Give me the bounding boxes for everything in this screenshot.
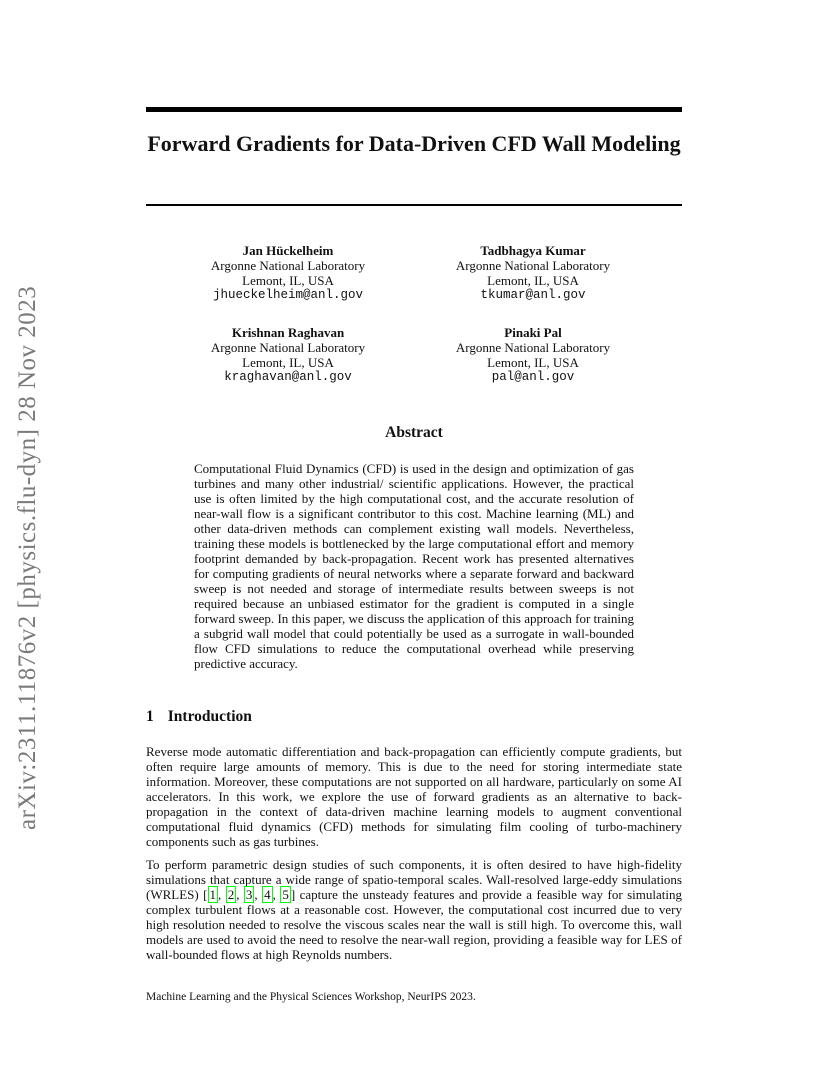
author-email[interactable]: pal@anl.gov — [491, 370, 575, 384]
author-name: Pinaki Pal — [504, 325, 562, 340]
arxiv-identifier[interactable]: arXiv:2311.11876v2 [physics.flu-dyn] 28 Nov 2023 — [14, 285, 41, 830]
author-affiliation: Argonne National Laboratory — [210, 258, 366, 273]
section-heading — [146, 708, 252, 726]
author-location: Lemont, IL, USA — [487, 355, 579, 370]
author-affiliation: Argonne National Laboratory — [455, 258, 611, 273]
footnote: Machine Learning and the Physical Sciences Workshop, NeurIPS 2023. — [146, 991, 476, 1003]
abstract-heading: Abstract — [385, 424, 443, 441]
citation-link[interactable]: 2 — [227, 887, 235, 902]
paragraph-text: ] capture the unsteady features and provide a feasible way for simulating complex turbulent flows at a reasonable cost. However, the computational cost incurred due to very high resolution needed to resolve the viscous scales near the wall is still high. To overcome this, wall models are used to avoid the need to resolve the near-wall region, providing a feasible way for LES of wall-bounded flows at high Reynolds numbers. — [146, 887, 682, 962]
author-email[interactable]: jhueckelheim@anl.gov — [212, 288, 364, 302]
citation-link[interactable]: 5 — [282, 887, 289, 902]
paragraph-text: To perform parametric design studies of such components, it is often desired to have high-fidelity simulations that capture a wide range of spatio-temporal scales. Wall-resolved large-eddy simulations (WRLES) [ — [146, 857, 682, 902]
author-block — [163, 325, 413, 385]
author-location: Lemont, IL, USA — [242, 355, 334, 370]
section-title: Introduction — [167, 708, 252, 725]
author-block — [408, 325, 658, 385]
title-top-rule — [146, 107, 682, 112]
author-block — [163, 243, 413, 303]
paper-title: Forward Gradients for Data-Driven CFD Wall Modeling — [147, 131, 681, 156]
citation-link[interactable]: 1 — [209, 887, 216, 902]
citation-link[interactable]: 3 — [245, 887, 253, 902]
author-name: Krishnan Raghavan — [231, 325, 345, 340]
section-number: 1 — [146, 708, 154, 725]
title-bottom-rule — [146, 204, 682, 206]
author-block — [408, 243, 658, 303]
author-email[interactable]: tkumar@anl.gov — [480, 288, 586, 302]
abstract-text: Computational Fluid Dynamics (CFD) is used in the design and optimization of gas turbines and many other industrial/ scientific applications. However, the practical use is often limited by the high computational cost, and the accurate resolution of near-wall flow is a significant contributor to this cost. Machine learning (ML) and other data-driven methods can complement existing wall models. Nevertheless, training these models is bottlenecked by the large computational effort and memory footprint demanded by back-propagation. Recent work has presented alternatives for computing gradients of neural networks where a separate forward and backward sweep is not needed and storage of intermediate results between sweeps is not required because an unbiased estimator for the gradient is computed in a single forward sweep. In this paper, we discuss the application of this approach for training a subgrid wall model that could potentially be used as a surrogate in wall-bounded flow CFD simulations to reduce the computational overhead while preserving predictive accuracy. — [194, 461, 634, 671]
author-name: Jan Hückelheim — [242, 243, 334, 258]
body-paragraph: To perform parametric design studies of such components, it is often desired to have high-fidelity simulations that capture a wide range of spatio-temporal scales. Wall-resolved large-eddy simulations (WRLES) [ 1 , 2 , 3 , 4 , 5 ] capture the unsteady features and provide a feasible way for simulating complex turbulent flows at a reasonable cost. However, the computational cost incurred due to very high resolution needed to resolve the viscous scales near the wall is still high. To overcome this, wall models are used to avoid the need to resolve the near-wall region, providing a feasible way for LES of wall-bounded flows at high Reynolds numbers. — [146, 857, 682, 962]
author-name: Tadbhagya Kumar — [480, 243, 586, 258]
citation-link[interactable]: 4 — [264, 887, 271, 902]
body-paragraph: Reverse mode automatic differentiation and back-propagation can efficiently compute gradients, but often require large amounts of memory. This is due to the need for storing intermediate state information. Moreover, these computations are not supported on all hardware, particularly on some AI accelerators. In this work, we explore the use of forward gradients as an alternative to back-propagation in the context of data-driven machine learning models to augment conventional computational fluid dynamics (CFD) methods for simulating film cooling of turbo-machinery components such as gas turbines. — [146, 744, 682, 849]
author-affiliation: Argonne National Laboratory — [210, 340, 366, 355]
author-email[interactable]: kraghavan@anl.gov — [224, 370, 352, 384]
author-affiliation: Argonne National Laboratory — [455, 340, 611, 355]
author-location: Lemont, IL, USA — [242, 273, 334, 288]
author-location: Lemont, IL, USA — [487, 273, 579, 288]
